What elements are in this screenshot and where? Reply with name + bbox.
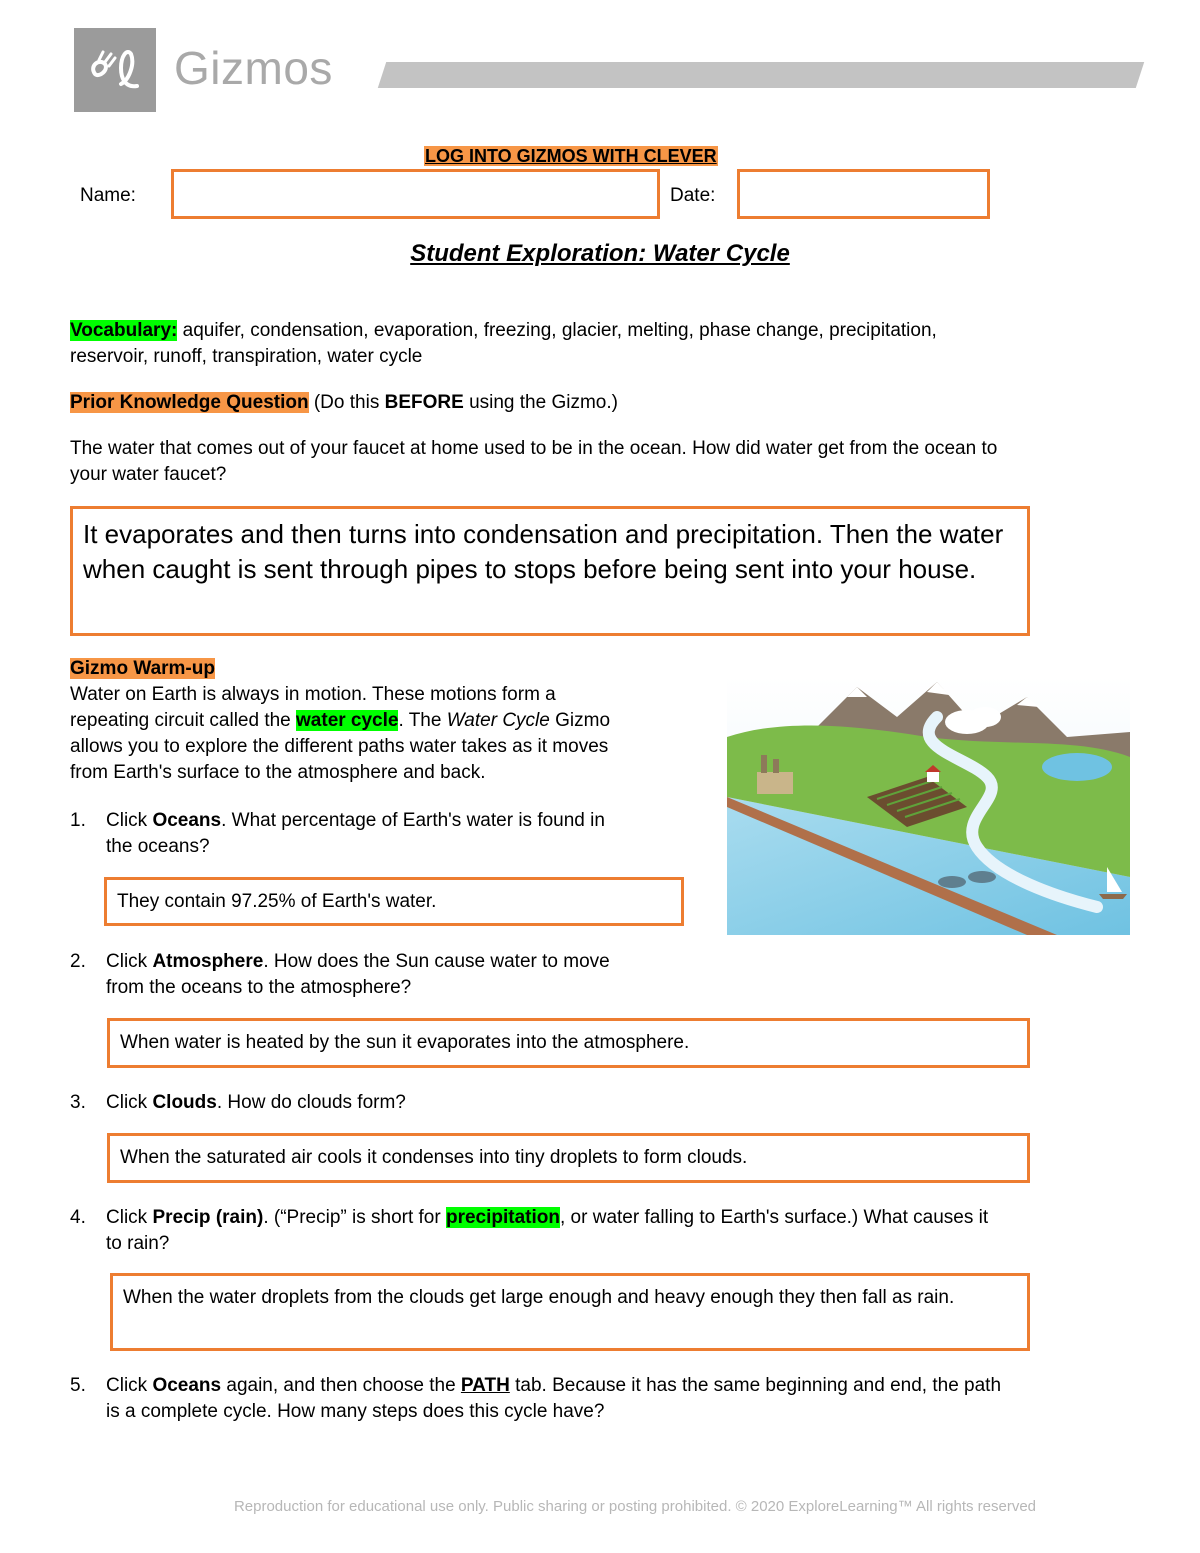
q2-pre: Click: [106, 951, 153, 972]
q4-pre: Click: [106, 1207, 153, 1228]
date-label: Date:: [670, 185, 716, 206]
q3-bold: Clouds: [152, 1092, 217, 1113]
gizmo-name: Water Cycle: [446, 710, 550, 731]
vocabulary-label: Vocabulary:: [70, 320, 178, 341]
question-3-answer: When the saturated air cools it condenses into tiny droplets to form clouds.: [120, 1147, 748, 1168]
water-cycle-term: water cycle: [296, 710, 399, 731]
question-2: [70, 949, 720, 1009]
q2-post: . How does the Sun cause water to move: [263, 951, 610, 972]
q1-post: . What percentage of Earth's water is found in: [221, 810, 605, 831]
date-field[interactable]: [737, 169, 990, 219]
warmup-line-2: [70, 708, 610, 734]
q4-mid: . (“Precip” is short for: [263, 1207, 446, 1228]
warmup-line-4: from Earth's surface to the atmosphere and back.: [70, 762, 486, 783]
prior-question-line-2: your water faucet?: [70, 464, 227, 485]
q1-line-2: the oceans?: [106, 836, 210, 857]
explorelearning-logo: [74, 28, 156, 112]
question-1: [70, 808, 690, 868]
vocabulary-line-1: [70, 318, 937, 344]
question-3-answer-box[interactable]: [107, 1133, 1030, 1183]
question-3: [70, 1090, 670, 1120]
question-4-answer-box[interactable]: [110, 1273, 1030, 1351]
warmup-line-3: allows you to explore the different paths water takes as it moves: [70, 736, 609, 757]
name-field[interactable]: [171, 169, 660, 219]
page-title: Student Exploration: Water Cycle: [410, 240, 790, 267]
q1-pre: Click: [106, 810, 153, 831]
question-2-answer-box[interactable]: [107, 1018, 1030, 1068]
q2-bold: Atmosphere: [152, 951, 264, 972]
q5-post: tab. Because it has the same beginning and end, the path: [509, 1375, 1002, 1396]
q5-pre: Click: [106, 1375, 153, 1396]
q4-line-2: to rain?: [106, 1233, 170, 1254]
warmup-line-2-pre: repeating circuit called the: [70, 710, 297, 731]
q3-post: . How do clouds form?: [216, 1092, 406, 1113]
precipitation-term: precipitation: [445, 1207, 560, 1228]
copyright-footer: Reproduction for educational use only. Public sharing or posting prohibited. © 2020 ExploreLearning™ All rights reserved: [233, 1498, 1037, 1515]
name-label: Name:: [80, 185, 136, 206]
clever-login-banner: LOG INTO GIZMOS WITH CLEVER: [425, 146, 717, 166]
warmup-line-2-post: Gizmo: [549, 710, 611, 731]
prior-question-line-1: The water that comes out of your faucet at home used to be in the ocean. How did water get from the ocean to: [70, 438, 998, 459]
q4-post: , or water falling to Earth's surface.) What causes it: [560, 1207, 989, 1228]
warmup-label: Gizmo Warm-up: [70, 658, 215, 679]
prior-instruction-pre: (Do this: [308, 392, 385, 413]
question-4-number: 4.: [70, 1207, 86, 1228]
header-divider-bar: [378, 62, 1144, 88]
question-2-number: 2.: [70, 951, 86, 972]
prior-instruction-bold: BEFORE: [384, 392, 464, 413]
q1-bold: Oceans: [152, 810, 222, 831]
question-2-answer: When water is heated by the sun it evaporates into the atmosphere.: [120, 1032, 690, 1053]
vocabulary-terms-1: aquifer, condensation, evaporation, freezing, glacier, melting, phase change, precipitation,: [177, 320, 937, 341]
prior-instruction-post: using the Gizmo.): [463, 392, 618, 413]
brand-title: Gizmos: [174, 42, 333, 94]
prior-answer-box[interactable]: [70, 506, 1030, 636]
warmup-line-1: Water on Earth is always in motion. These motions form a: [70, 684, 556, 705]
question-1-text: [106, 808, 605, 860]
question-5-text: [106, 1373, 1001, 1425]
question-3-text: [106, 1090, 406, 1116]
question-1-number: 1.: [70, 810, 86, 831]
vocabulary-terms-2: reservoir, runoff, transpiration, water cycle: [70, 346, 423, 367]
prior-answer-text: It evaporates and then turns into condensation and precipitation. Then the water when caught is sent through pipes to stops before being sent into your house.: [83, 519, 1004, 584]
q2-line-2: from the oceans to the atmosphere?: [106, 977, 412, 998]
water-cycle-illustration: [727, 677, 1130, 935]
question-4-answer: When the water droplets from the clouds get large enough and heavy enough they then fall as rain.: [123, 1287, 955, 1308]
q5-bold: Oceans: [152, 1375, 222, 1396]
q5-mid: again, and then choose the: [221, 1375, 461, 1396]
explorelearning-logo-icon: [85, 44, 145, 96]
prior-knowledge-label: Prior Knowledge Question: [70, 392, 309, 413]
question-5: [70, 1373, 1160, 1433]
question-2-text: [106, 949, 610, 1001]
path-tab-term: PATH: [460, 1375, 510, 1396]
q4-bold: Precip (rain): [152, 1207, 264, 1228]
warmup-line-2-mid: . The: [398, 710, 447, 731]
question-1-answer: They contain 97.25% of Earth's water.: [117, 891, 437, 912]
question-4: [70, 1205, 1150, 1265]
question-1-answer-box[interactable]: [104, 877, 684, 926]
question-4-text: [106, 1205, 988, 1257]
question-5-number: 5.: [70, 1375, 86, 1396]
warmup-heading: [70, 656, 215, 682]
prior-knowledge-heading: [70, 390, 618, 416]
q5-line-2: is a complete cycle. How many steps does this cycle have?: [106, 1401, 605, 1422]
question-3-number: 3.: [70, 1092, 86, 1113]
q3-pre: Click: [106, 1092, 153, 1113]
